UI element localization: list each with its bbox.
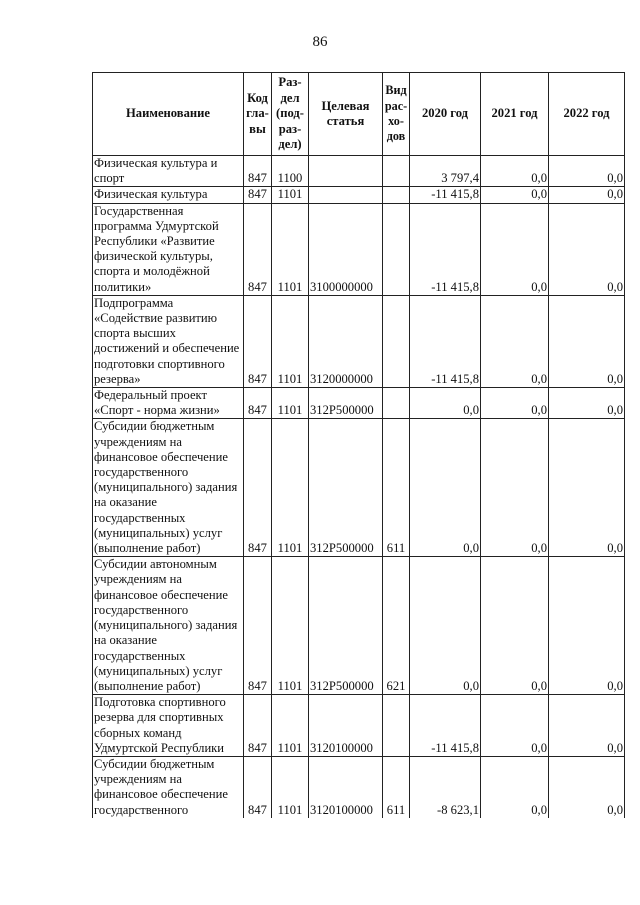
cell-article: 312P500000	[309, 419, 383, 557]
table-row	[93, 419, 625, 557]
cell-2022: 0,0	[549, 295, 625, 387]
cell-2021: 0,0	[481, 187, 549, 203]
cell-section: 1101	[272, 295, 309, 387]
cell-kind: 621	[383, 557, 410, 695]
cell-code: 847	[244, 419, 272, 557]
cell-code: 847	[244, 203, 272, 295]
cell-code: 847	[244, 388, 272, 419]
cell-section: 1101	[272, 756, 309, 817]
cell-kind: 611	[383, 419, 410, 557]
cell-code: 847	[244, 295, 272, 387]
cell-article: 3120000000	[309, 295, 383, 387]
cell-2021: 0,0	[481, 557, 549, 695]
table-header-row	[93, 73, 625, 156]
cell-name: Субсидии бюджетным учреждениям на финансовое обеспечение государственного	[93, 756, 244, 817]
cell-section: 1101	[272, 557, 309, 695]
table-row	[93, 756, 625, 817]
cell-article: 3100000000	[309, 203, 383, 295]
cell-code: 847	[244, 695, 272, 757]
table-row	[93, 187, 625, 203]
cell-2020: -11 415,8	[410, 187, 481, 203]
cell-article	[309, 187, 383, 203]
cell-2021: 0,0	[481, 388, 549, 419]
cell-section: 1101	[272, 203, 309, 295]
cell-2020: -11 415,8	[410, 295, 481, 387]
cell-2022: 0,0	[549, 756, 625, 817]
table-row	[93, 695, 625, 757]
header-2021: 2021 год	[481, 73, 549, 156]
cell-2021: 0,0	[481, 756, 549, 817]
cell-kind	[383, 203, 410, 295]
table-row	[93, 156, 625, 187]
cell-kind	[383, 695, 410, 757]
cell-name: Физическая культура	[93, 187, 244, 203]
cell-code: 847	[244, 187, 272, 203]
cell-code: 847	[244, 756, 272, 817]
cell-name: Государственная программа Удмуртской Республики «Развитие физической культуры, спорта и молодёжной политики»	[93, 203, 244, 295]
cell-2022: 0,0	[549, 557, 625, 695]
cell-code: 847	[244, 557, 272, 695]
cell-article: 3120100000	[309, 695, 383, 757]
table-row	[93, 295, 625, 387]
table-row	[93, 388, 625, 419]
cell-2022: 0,0	[549, 156, 625, 187]
cell-kind: 611	[383, 756, 410, 817]
header-section: Раз- дел (под- раз- дел)	[272, 73, 309, 156]
cell-code: 847	[244, 156, 272, 187]
cell-kind	[383, 295, 410, 387]
cell-2020: 0,0	[410, 388, 481, 419]
table-row	[93, 557, 625, 695]
cell-article	[309, 156, 383, 187]
cell-section: 1101	[272, 419, 309, 557]
header-2020: 2020 год	[410, 73, 481, 156]
cell-2020: -11 415,8	[410, 695, 481, 757]
cell-2022: 0,0	[549, 187, 625, 203]
cell-2020: 0,0	[410, 419, 481, 557]
cell-2020: 3 797,4	[410, 156, 481, 187]
cell-article: 3120100000	[309, 756, 383, 817]
header-article: Целевая статья	[309, 73, 383, 156]
cell-kind	[383, 388, 410, 419]
cell-name: Федеральный проект «Спорт - норма жизни»	[93, 388, 244, 419]
cell-2020: -8 623,1	[410, 756, 481, 817]
header-kind: Вид рас- хо- дов	[383, 73, 410, 156]
cell-name: Субсидии бюджетным учреждениям на финансовое обеспечение государственного (муниципального) задания на оказание государственных (муниципальных) услуг (выполнение работ)	[93, 419, 244, 557]
cell-2021: 0,0	[481, 295, 549, 387]
cell-2021: 0,0	[481, 203, 549, 295]
cell-article: 312P500000	[309, 557, 383, 695]
cell-section: 1101	[272, 187, 309, 203]
cell-kind	[383, 156, 410, 187]
budget-table	[92, 72, 625, 818]
cell-section: 1101	[272, 695, 309, 757]
header-code: Код гла- вы	[244, 73, 272, 156]
cell-2020: -11 415,8	[410, 203, 481, 295]
cell-kind	[383, 187, 410, 203]
table-row	[93, 203, 625, 295]
cell-name: Подпрограмма «Содействие развитию спорта высших достижений и обеспечение подготовки спортивного резерва»	[93, 295, 244, 387]
cell-name: Физическая культура и спорт	[93, 156, 244, 187]
cell-name: Субсидии автономным учреждениям на финансовое обеспечение государственного (муниципального) задания на оказание государственных (муниципальных) услуг (выполнение работ)	[93, 557, 244, 695]
cell-article: 312P500000	[309, 388, 383, 419]
header-name: Наименование	[93, 73, 244, 156]
cell-section: 1101	[272, 388, 309, 419]
header-2022: 2022 год	[549, 73, 625, 156]
cell-2021: 0,0	[481, 695, 549, 757]
page-number: 86	[312, 34, 328, 50]
cell-2020: 0,0	[410, 557, 481, 695]
cell-name: Подготовка спортивного резерва для спортивных сборных команд Удмуртской Республики	[93, 695, 244, 757]
cell-2022: 0,0	[549, 388, 625, 419]
cell-2022: 0,0	[549, 695, 625, 757]
cell-section: 1100	[272, 156, 309, 187]
cell-2022: 0,0	[549, 203, 625, 295]
cell-2021: 0,0	[481, 156, 549, 187]
cell-2021: 0,0	[481, 419, 549, 557]
cell-2022: 0,0	[549, 419, 625, 557]
